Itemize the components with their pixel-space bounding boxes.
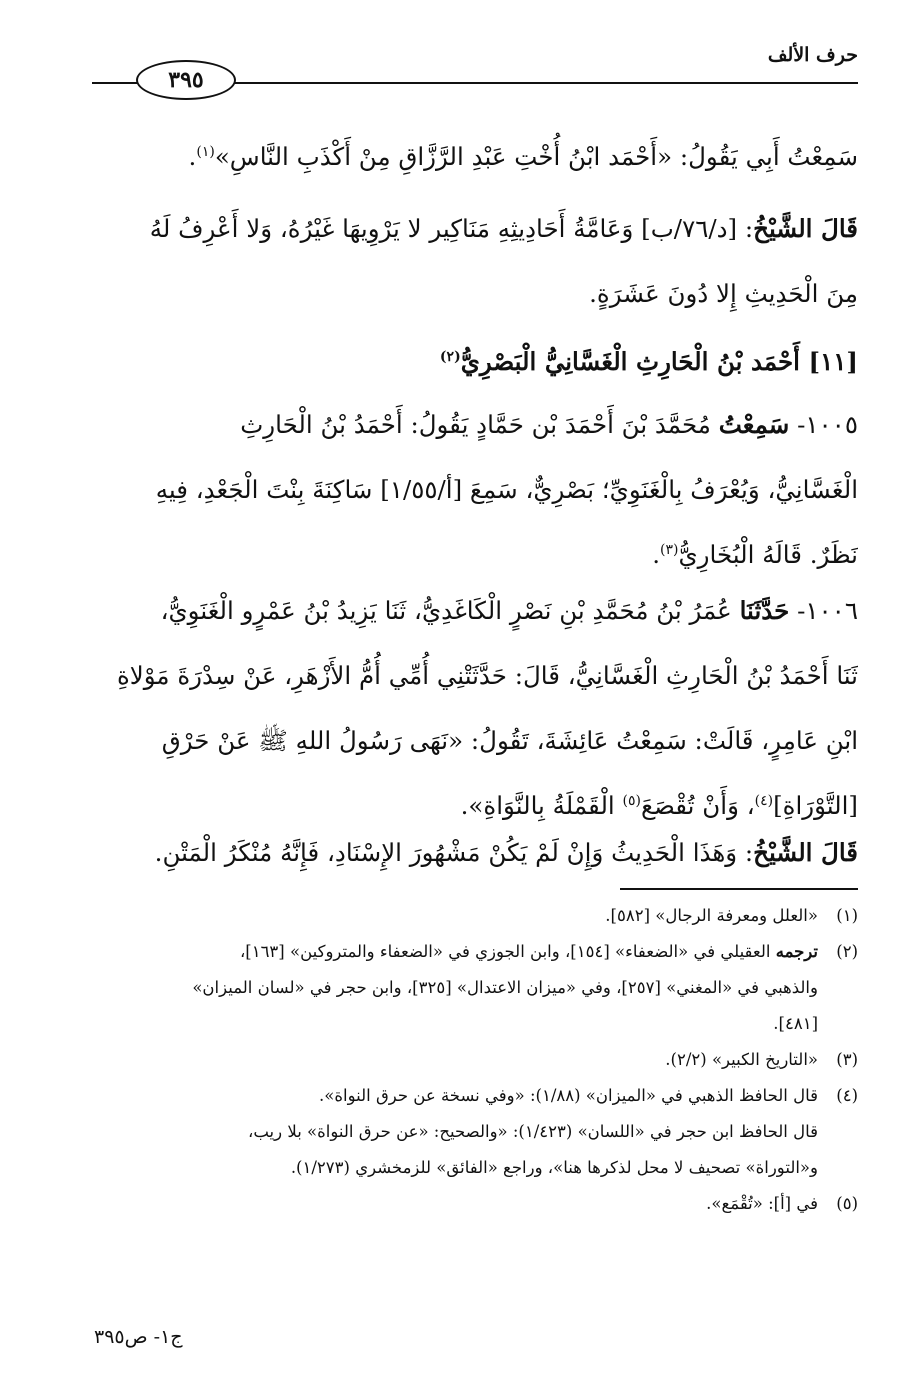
text-line: سَمِعْتُ أَبِي يَقُولُ: «أَحْمَد ابْنُ أُخْتِ عَبْدِ الرَّزَّاقِ مِنْ أَكْذَبِ النَّاسِ»$^{(١)}$. (188, 142, 858, 171)
footnote-number: (٤) (836, 1086, 858, 1105)
footnote-5 (64, 1186, 858, 1222)
footnote-separator (620, 888, 858, 890)
text-line: ١٠٠٥- سَمِعْتُ مُحَمَّدَ بْنَ أَحْمَدَ بْن حَمَّادٍ يَقُولُ: أَحْمَدُ بْنُ الْحَارِثِ (240, 410, 858, 439)
footnote-line: ترجمه العقيلي في «الضعفاء» [١٥٤]، وابن الجوزي في «الضعفاء والمتروكين» [١٦٣]، (239, 942, 818, 961)
footnote-2 (64, 934, 858, 1042)
text-line: [التَّوْرَاةِ]$^{(٤)}$، وَأَنْ تُقْصَعَ$^{(٥)}$ الْقَمْلَةُ بِالنَّوَاةِ». (460, 791, 858, 820)
page-number-badge (136, 60, 236, 100)
footnote-ref[interactable]: (٣) (660, 541, 679, 558)
footnote-number: (٥) (836, 1194, 858, 1213)
footnote-line: [٤٨١]. (773, 1014, 818, 1033)
paragraph-opening (64, 124, 858, 189)
footnote-number: (٣) (836, 1050, 858, 1069)
text-line: نَظَرٌ. قَالَهُ الْبُخَارِيُّ$^{(٣)}$. (652, 540, 858, 569)
footnote-ref[interactable]: (٢) (439, 348, 461, 365)
page-number: ٣٩٥ (168, 67, 204, 93)
hadith-number: ١٠٠٥- (797, 410, 858, 439)
text-line: ١٠٠٦- حَدَّثَنَا عُمَرُ بْنُ مُحَمَّدِ بْنِ نَصْرٍ الْكَاغَدِيُّ، ثَنَا يَزِيدُ بْنُ عَمْرٍو الْغَنَوِيُّ، (160, 596, 858, 625)
text-line: الْغَسَّانِيُّ، وَيُعْرَفُ بِالْغَنَوِيِّ؛ بَصْرِيٌّ، سَمِعَ [أ/١/٥٥] سَاكِنَةَ بِنْتَ الْجَعْدِ، فِيهِ (155, 475, 858, 504)
footnote-ref[interactable]: (٤) (754, 792, 774, 809)
hadith-1005 (64, 392, 858, 587)
hadith-number: ١٠٠٦- (797, 596, 858, 625)
footnotes (64, 898, 858, 1222)
footnote-number: (١) (836, 906, 858, 925)
footnote-line: «العلل ومعرفة الرجال» [٥٨٢]. (605, 906, 818, 925)
text-line: ثَنَا أَحْمَدُ بْنُ الْحَارِثِ الْغَسَّانِيُّ، قَالَ: حَدَّثَتْنِي أُمِّي أُمُّ الأَزْهَرِ، عَنْ سِدْرَةَ مَوْلاةِ (116, 661, 858, 690)
footnote-line: قال الحافظ الذهبي في «الميزان» (١/٨٨): «وفي نسخة عن حرق النواة». (319, 1086, 818, 1105)
footnote-line: في [أ]: «تُقْمَع». (706, 1194, 818, 1213)
chapter-title: حرف الألف (767, 44, 858, 66)
footnote-ref[interactable]: (١) (196, 143, 215, 160)
text-line: مِنَ الْحَدِيثِ إِلا دُونَ عَشَرَةٍ. (589, 279, 858, 308)
footnote-line: و«التوراة» تصحيف لا محل لذكرها هنا»، وراجع «الفائق» للزمخشري (١/٢٧٣). (290, 1158, 818, 1177)
footnote-ref[interactable]: (٥) (622, 792, 641, 809)
footnote-3 (64, 1042, 858, 1078)
footnote-1 (64, 898, 858, 934)
footnote-line: قال الحافظ ابن حجر في «اللسان» (١/٤٢٣): «والصحيح: «عن حرق النواة» بلا ريب، (248, 1122, 818, 1141)
footnote-line: والذهبي في «المغني» [٢٥٧]، وفي «ميزان الاعتدال» [٣٢٥]، وابن حجر في «لسان الميزان» (192, 978, 818, 997)
hadith-1006 (64, 578, 858, 838)
page-footer-reference: ج١- ص٣٩٥ (94, 1326, 183, 1348)
paragraph-final-comment (64, 820, 858, 885)
footnote-line: «التاريخ الكبير» (٢/٢). (665, 1050, 818, 1069)
text-line: قَالَ الشَّيْخُ: [د/٧٦/ب] وَعَامَّةُ أَحَادِيثِهِ مَنَاكِير لا يَرْوِيهَا غَيْرُهُ، وَلا أَعْرِفُ لَهُ (149, 214, 858, 243)
text-line: ابْنِ عَامِرٍ، قَالَتْ: سَمِعْتُ عَائِشَةَ، تَقُولُ: «نَهَى رَسُولُ اللهِ ﷺ عَنْ حَرْقِ (161, 726, 858, 755)
footnote-number: (٢) (836, 942, 858, 961)
entry-heading: [١١] أَحْمَد بْنُ الْحَارِثِ الْغَسَّانِيُّ الْبَصْرِيُّ$^{(٢)}$ (439, 347, 858, 376)
paragraph-shaykh-comment (64, 196, 858, 326)
text-line: قَالَ الشَّيْخُ: وَهَذَا الْحَدِيثُ وَإِنْ لَمْ يَكُنْ مَشْهُورَ الإِسْنَادِ، فَإِنَّهُ مُنْكَرُ الْمَتْنِ. (154, 838, 858, 867)
footnote-4 (64, 1078, 858, 1186)
